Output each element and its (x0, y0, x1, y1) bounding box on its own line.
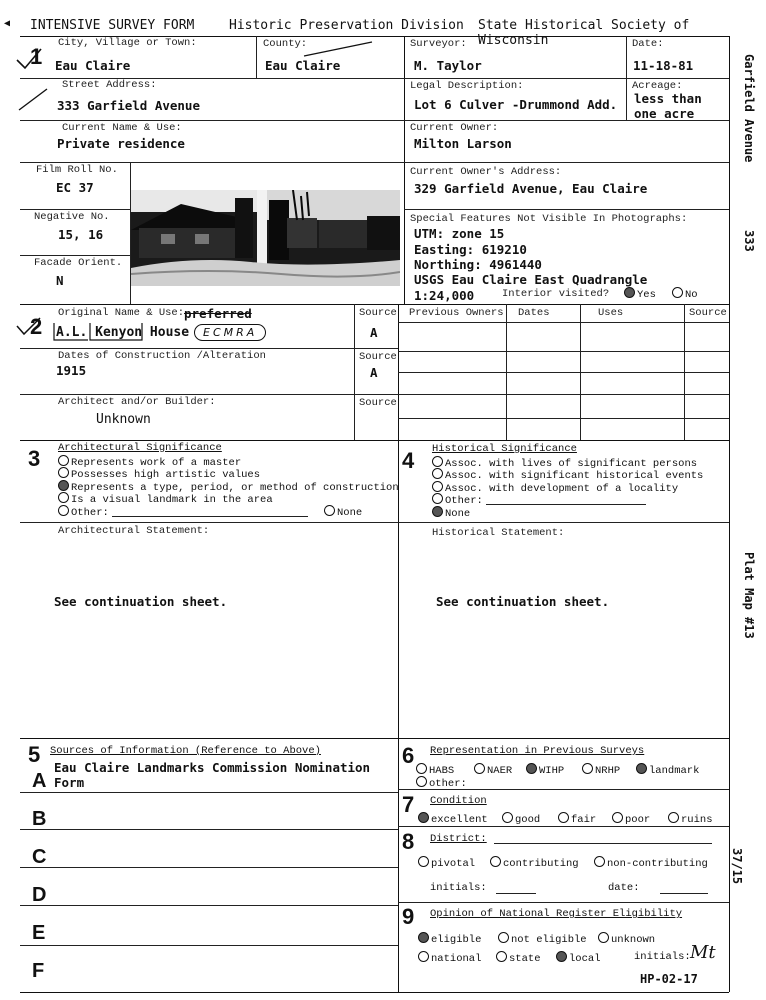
dates-label: Dates of Construction /Alteration (58, 350, 266, 362)
check-mark-icon (14, 46, 44, 72)
radio-icon (432, 506, 443, 517)
current-name-value: Private residence (57, 136, 185, 151)
initials-signature: Mt (690, 942, 716, 963)
owner-address-label: Current Owner's Address: (410, 166, 562, 178)
dates-value: 1915 (56, 363, 87, 378)
original-name-label: Original Name & Use: (58, 307, 185, 319)
radio-icon (416, 776, 427, 787)
survey-option-nrhp[interactable]: NRHP (582, 763, 620, 777)
source-value-1: A (370, 325, 378, 340)
section-number-8: 8 (402, 829, 415, 854)
eligibility-title: Opinion of National Register Eligibility (430, 908, 683, 920)
row-rule (398, 372, 729, 373)
utm-value: UTM: zone 15 (414, 226, 505, 241)
hist-option-none[interactable]: None (432, 506, 470, 520)
division-name: Historic Preservation Division (229, 18, 464, 33)
street-label: Street Address: (62, 79, 157, 91)
radio-icon (636, 763, 647, 774)
row-rule (20, 792, 398, 793)
row-rule (398, 902, 729, 903)
radio-icon (418, 812, 429, 823)
district-pivotal[interactable]: pivotal (418, 856, 475, 870)
source-letter-a: A (32, 770, 47, 792)
level-local[interactable]: local (556, 951, 601, 965)
film-value: EC 37 (56, 180, 94, 195)
row-rule (20, 829, 398, 830)
fill-line (496, 893, 536, 894)
owner-address-value: 329 Garfield Avenue, Eau Claire (414, 181, 648, 196)
section-number-9: 9 (402, 904, 415, 929)
acreage-value-1: less than (634, 91, 702, 106)
radio-icon (432, 468, 443, 479)
section-rule (20, 440, 729, 441)
street-value: 333 Garfield Avenue (57, 98, 200, 113)
source-label-3: Source (359, 397, 397, 409)
easting-value: Easting: 619210 (414, 242, 527, 257)
eligibility-unknown[interactable]: unknown (598, 932, 655, 946)
section-number-7: 7 (402, 792, 415, 817)
survey-option-habs[interactable]: HABS (416, 763, 454, 777)
plat-map-margin: Plat Map #13 (742, 552, 756, 639)
radio-icon (418, 932, 429, 943)
row-rule (20, 867, 398, 868)
handwritten-marks (52, 320, 202, 344)
section-number-6: 6 (402, 743, 415, 768)
source-header: Source (689, 307, 727, 319)
row-rule (20, 394, 398, 395)
owner-label: Current Owner: (410, 122, 499, 134)
radio-icon (526, 763, 537, 774)
hist-significance-title: Historical Significance (432, 443, 577, 455)
row-rule (398, 322, 729, 323)
source-letter-e: E (32, 922, 46, 944)
radio-icon (498, 932, 509, 943)
radio-icon (496, 951, 507, 962)
architect-value: Unknown (96, 412, 151, 427)
facade-value: N (56, 273, 64, 288)
section-number-5: 5 (28, 742, 41, 767)
condition-fair[interactable]: fair (558, 812, 596, 826)
fill-line (494, 843, 712, 844)
radio-icon (432, 456, 443, 467)
condition-good[interactable]: good (502, 812, 540, 826)
arch-statement-value: See continuation sheet. (54, 594, 228, 609)
street-margin-text: Garfield Avenue (742, 54, 756, 163)
district-initials-label: initials: (430, 882, 487, 894)
house-number-margin: 333 (742, 230, 756, 252)
city-label: City, Village or Town: (58, 37, 197, 49)
radio-icon (490, 856, 501, 867)
interior-label: Interior visited? (502, 288, 610, 300)
section-rule (20, 738, 729, 739)
hist-statement-value: See continuation sheet. (436, 594, 610, 609)
arch-significance-title: Architectural Significance (58, 442, 222, 454)
radio-icon (612, 812, 623, 823)
form-title: INTENSIVE SURVEY FORM (30, 18, 195, 33)
district-title: District: (430, 833, 487, 845)
scale-value: 1:24,000 (414, 288, 475, 303)
radio-icon (556, 951, 567, 962)
surveyor-value: M. Taylor (414, 58, 482, 73)
radio-icon (672, 287, 683, 298)
radio-icon (582, 763, 593, 774)
radio-icon (58, 467, 69, 478)
city-value: Eau Claire (55, 58, 131, 73)
source-value-2: A (370, 365, 378, 380)
film-label: Film Roll No. (36, 164, 118, 176)
original-name-value: A.L. Kenyon House (56, 325, 190, 340)
radio-icon (594, 856, 605, 867)
arch-option-landmark[interactable]: Is a visual landmark in the area (58, 492, 273, 506)
hist-option-other[interactable]: Other: (432, 493, 483, 507)
row-rule (20, 255, 130, 256)
radio-icon (58, 505, 69, 516)
surveyor-label: Surveyor: (410, 38, 467, 50)
date-value: 11-18-81 (633, 58, 694, 73)
divider (398, 738, 399, 992)
legal-label: Legal Description: (410, 80, 524, 92)
radio-icon (418, 951, 429, 962)
hist-option-locality[interactable]: Assoc. with development of a locality (432, 481, 678, 495)
row-rule (398, 826, 729, 827)
district-date-label: date: (608, 882, 640, 894)
surveys-title: Representation in Previous Surveys (430, 745, 645, 757)
row-rule (20, 348, 398, 349)
fill-line (112, 516, 308, 517)
pen-stroke-icon (300, 38, 380, 60)
check-mark-icon (16, 86, 50, 116)
source-letter-f: F (32, 960, 45, 982)
eligibility-eligible[interactable]: eligible (418, 932, 481, 946)
previous-owners-header: Previous Owners (409, 307, 504, 319)
row-rule (398, 394, 729, 395)
fill-line (486, 504, 646, 505)
arch-option-none[interactable]: None (324, 505, 362, 519)
negative-label: Negative No. (34, 211, 110, 223)
page-ref-margin: 37/15 (730, 848, 744, 885)
source-letter-c: C (32, 846, 47, 868)
interior-yes-option[interactable]: Yes (624, 287, 656, 301)
condition-title: Condition (430, 795, 487, 807)
source-a-line1: Eau Claire Landmarks Commission Nomination (54, 760, 371, 775)
source-letter-d: D (32, 884, 47, 906)
eligibility-not-eligible[interactable]: not eligible (498, 932, 587, 946)
radio-icon (668, 812, 679, 823)
divider (354, 304, 355, 440)
radio-icon (58, 492, 69, 503)
radio-icon (416, 763, 427, 774)
source-label: Source (359, 307, 397, 319)
northing-value: Northing: 4961440 (414, 257, 542, 272)
row-rule (20, 209, 130, 210)
source-label-2: Source (359, 351, 397, 363)
house-photograph (131, 190, 400, 286)
fill-line (660, 893, 708, 894)
row-rule (398, 351, 729, 352)
section-rule (20, 304, 729, 305)
corner-mark: ◀ (4, 18, 11, 29)
district-contributing[interactable]: contributing (490, 856, 579, 870)
handwritten-note: ECMRA (194, 324, 266, 341)
row-rule (398, 418, 729, 419)
arch-option-other[interactable]: Other: (58, 505, 109, 519)
row-rule (20, 905, 398, 906)
condition-excellent[interactable]: excellent (418, 812, 488, 826)
facade-label: Facade Orient. (34, 257, 123, 269)
condition-poor[interactable]: poor (612, 812, 650, 826)
architect-label: Architect and/or Builder: (58, 396, 216, 408)
arch-option-artistic[interactable]: Possesses high artistic values (58, 467, 260, 481)
radio-icon (324, 505, 335, 516)
section-number-3: 3 (28, 446, 41, 471)
survey-option-naer[interactable]: NAER (474, 763, 512, 777)
radio-icon (598, 932, 609, 943)
radio-icon (418, 856, 429, 867)
check-mark-icon (14, 314, 44, 338)
radio-icon (58, 480, 69, 491)
radio-icon (502, 812, 513, 823)
row-rule (20, 522, 398, 523)
arch-statement-label: Architectural Statement: (58, 525, 210, 537)
level-national[interactable]: national (418, 951, 481, 965)
survey-option-other[interactable]: other: (416, 776, 467, 790)
sources-title: Sources of Information (Reference to Above) (50, 745, 321, 757)
form-number: HP-02-17 (640, 972, 698, 986)
legal-value: Lot 6 Culver -Drummond Add. (414, 97, 618, 112)
divider (256, 36, 257, 78)
acreage-label: Acreage: (632, 80, 683, 92)
district-non-contributing[interactable]: non-contributing (594, 856, 708, 870)
row-rule (20, 945, 398, 946)
current-name-label: Current Name & Use: (62, 122, 182, 134)
divider (404, 36, 405, 304)
acreage-value-2: one acre (634, 106, 695, 121)
special-label: Special Features Not Visible In Photographs: (410, 213, 688, 225)
county-label: County: (263, 38, 308, 50)
source-letter-b: B (32, 808, 47, 830)
owner-value: Milton Larson (414, 136, 512, 151)
date-label: Date: (632, 38, 664, 50)
radio-icon (474, 763, 485, 774)
dates-header: Dates (518, 307, 550, 319)
level-state[interactable]: state (496, 951, 541, 965)
survey-option-landmark[interactable]: landmark (636, 763, 699, 777)
radio-icon (624, 287, 635, 298)
row-rule (398, 522, 729, 523)
section-number-2: 2 (30, 314, 43, 339)
bottom-rule (20, 992, 729, 993)
radio-icon (558, 812, 569, 823)
arch-option-master[interactable]: Represents work of a master (58, 455, 241, 469)
source-a-line2: Form (54, 775, 85, 790)
arch-option-type[interactable]: Represents a type, period, or method of construction (58, 480, 399, 494)
hist-option-events[interactable]: Assoc. with significant historical events (432, 468, 703, 482)
radio-icon (58, 455, 69, 466)
survey-option-wihp[interactable]: WIHP (526, 763, 564, 777)
row-rule (20, 120, 729, 121)
hist-option-persons[interactable]: Assoc. with lives of significant persons (432, 456, 697, 470)
negative-value: 15, 16 (58, 227, 104, 242)
uses-header: Uses (598, 307, 624, 319)
row-rule (404, 209, 729, 210)
section-number-4: 4 (402, 448, 415, 473)
radio-icon (432, 481, 443, 492)
society-name: State Historical Society of Wisconsin (478, 18, 690, 48)
condition-ruins[interactable]: ruins (668, 812, 713, 826)
interior-no-option[interactable]: No (672, 287, 698, 301)
section-number-1: 1 (30, 44, 43, 69)
radio-icon (432, 493, 443, 504)
quad-value: USGS Eau Claire East Quadrangle (414, 272, 648, 287)
preferred-struck: preferred (184, 306, 252, 321)
county-value: Eau Claire (265, 58, 341, 73)
hist-statement-label: Historical Statement: (432, 527, 565, 539)
eligibility-initials-label: initials: (634, 951, 691, 963)
row-rule (20, 162, 729, 163)
